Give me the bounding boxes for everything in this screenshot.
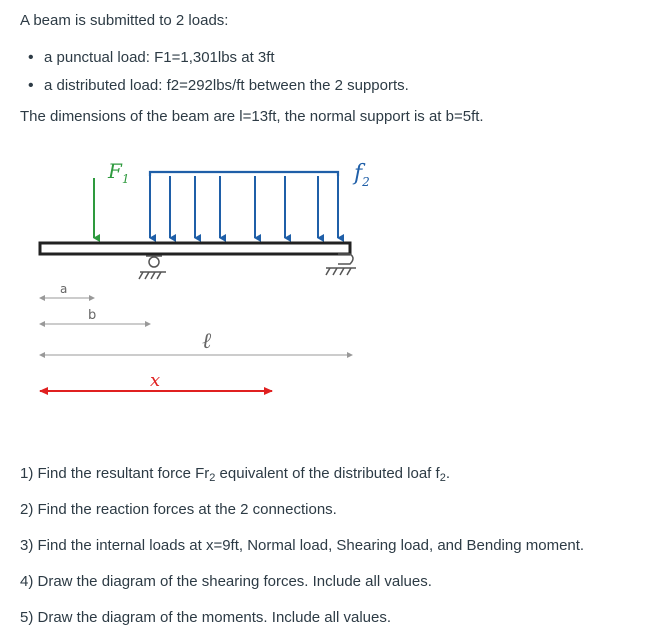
question-2: 2) Find the reaction forces at the 2 connections. [20,501,337,518]
beam-figure [0,140,649,410]
load-item-punctual: • a punctual load: F1=1,301lbs at 3ft [22,48,409,76]
label-F1: $F_1$ [108,159,130,186]
dimensions-text: The dimensions of the beam are l=13ft, the normal support is at b=5ft. [20,108,484,125]
label-l: ℓ [202,329,212,354]
label-x: x [150,370,161,391]
intro-text: A beam is submitted to 2 loads: [20,12,229,29]
roller-support [326,254,356,275]
loads-list [22,48,409,104]
question-1: 1) Find the resultant force $Fr_2$ equivalent of the distributed loaf $f_2$. [20,465,450,484]
pin-support [139,256,166,279]
label-a: a [60,282,68,296]
questions-list [20,464,584,644]
question-4: 4) Draw the diagram of the shearing forces. Include all values. [20,573,432,590]
beam [40,243,350,254]
question-5: 5) Draw the diagram of the moments. Include all values. [20,609,392,626]
label-b: b [88,308,97,323]
question-3: 3) Find the internal loads at x=9ft, Normal load, Shearing load, and Bending moment. [20,537,585,554]
label-f2: $f_2$ [354,161,370,189]
distributed-load [150,172,338,238]
load-item-distributed: • a distributed load: f2=292lbs/ft between the 2 supports. [22,76,409,104]
